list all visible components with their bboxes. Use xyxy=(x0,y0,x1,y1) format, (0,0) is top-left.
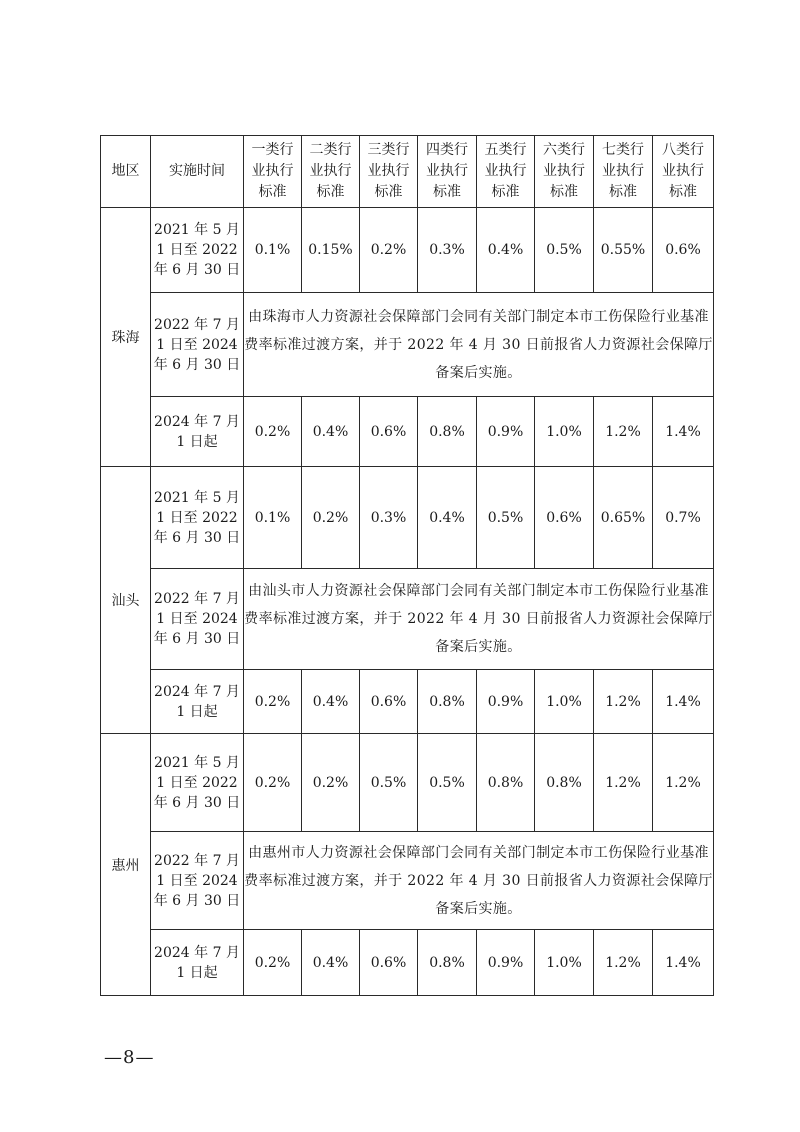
rate-cell: 1.2% xyxy=(594,397,653,467)
period-cell: 2024 年 7 月 1 日起 xyxy=(151,397,244,467)
rate-cell: 0.1% xyxy=(244,208,302,293)
rate-cell: 0.15% xyxy=(302,208,360,293)
rate-cell: 1.0% xyxy=(535,397,594,467)
table-row xyxy=(101,734,714,832)
rate-cell: 0.1% xyxy=(244,467,302,569)
header-region: 地区 xyxy=(101,136,151,208)
rate-cell: 1.0% xyxy=(535,930,594,996)
rate-cell: 1.2% xyxy=(653,734,714,832)
rate-cell: 0.8% xyxy=(477,734,535,832)
rate-cell: 0.9% xyxy=(477,397,535,467)
header-category-3: 三类行 业执行 标准 xyxy=(360,136,418,208)
header-category-2: 二类行 业执行 标准 xyxy=(302,136,360,208)
period-cell: 2021 年 5 月 1 日至 2022 年 6 月 30 日 xyxy=(151,208,244,293)
rate-table xyxy=(100,135,714,996)
rate-cell: 0.55% xyxy=(594,208,653,293)
header-category-6: 六类行 业执行 标准 xyxy=(535,136,594,208)
table-row xyxy=(101,930,714,996)
rate-cell: 0.9% xyxy=(477,930,535,996)
period-cell: 2022 年 7 月 1 日至 2024 年 6 月 30 日 xyxy=(151,569,244,670)
rate-cell: 0.2% xyxy=(244,734,302,832)
period-cell: 2022 年 7 月 1 日至 2024 年 6 月 30 日 xyxy=(151,293,244,397)
header-category-8: 八类行 业执行 标准 xyxy=(653,136,714,208)
rate-cell: 0.3% xyxy=(418,208,477,293)
rate-cell: 0.2% xyxy=(244,397,302,467)
rate-cell: 0.4% xyxy=(418,467,477,569)
table-row xyxy=(101,397,714,467)
rate-cell: 0.2% xyxy=(302,734,360,832)
rate-cell: 0.2% xyxy=(244,930,302,996)
header-category-5: 五类行 业执行 标准 xyxy=(477,136,535,208)
period-cell: 2024 年 7 月 1 日起 xyxy=(151,930,244,996)
rate-cell: 1.2% xyxy=(594,734,653,832)
rate-cell: 0.8% xyxy=(418,397,477,467)
rate-cell: 0.6% xyxy=(653,208,714,293)
rate-cell: 0.6% xyxy=(535,467,594,569)
page-number: —8— xyxy=(104,1047,155,1068)
rate-cell: 0.9% xyxy=(477,670,535,734)
table-row xyxy=(101,293,714,397)
rate-cell: 0.4% xyxy=(302,397,360,467)
note-cell: 由惠州市人力资源社会保障部门会同有关部门制定本市工伤保险行业基准费率标准过渡方案，并于 2022 年 4 月 30 日前报省人力资源社会保障厅备案后实施。 xyxy=(244,832,714,930)
header-category-1: 一类行 业执行 标准 xyxy=(244,136,302,208)
rate-cell: 0.65% xyxy=(594,467,653,569)
region-cell: 惠州 xyxy=(101,734,151,996)
rate-cell: 1.2% xyxy=(594,670,653,734)
header-category-7: 七类行 业执行 标准 xyxy=(594,136,653,208)
rate-cell: 0.8% xyxy=(418,670,477,734)
rate-cell: 1.4% xyxy=(653,930,714,996)
rate-cell: 1.4% xyxy=(653,397,714,467)
rate-cell: 0.6% xyxy=(360,930,418,996)
rate-cell: 0.5% xyxy=(535,208,594,293)
rate-cell: 0.6% xyxy=(360,670,418,734)
header-category-4: 四类行 业执行 标准 xyxy=(418,136,477,208)
table-row xyxy=(101,670,714,734)
rate-cell: 0.4% xyxy=(302,670,360,734)
rate-cell: 0.2% xyxy=(244,670,302,734)
rate-cell: 0.5% xyxy=(477,467,535,569)
rate-cell: 1.0% xyxy=(535,670,594,734)
period-cell: 2021 年 5 月 1 日至 2022 年 6 月 30 日 xyxy=(151,467,244,569)
rate-cell: 1.4% xyxy=(653,670,714,734)
table-row xyxy=(101,832,714,930)
rate-cell: 0.3% xyxy=(360,467,418,569)
table-row xyxy=(101,208,714,293)
rate-cell: 0.7% xyxy=(653,467,714,569)
table-row xyxy=(101,467,714,569)
rate-cell: 0.5% xyxy=(360,734,418,832)
period-cell: 2024 年 7 月 1 日起 xyxy=(151,670,244,734)
header-row xyxy=(101,136,714,208)
note-cell: 由汕头市人力资源社会保障部门会同有关部门制定本市工伤保险行业基准费率标准过渡方案，并于 2022 年 4 月 30 日前报省人力资源社会保障厅备案后实施。 xyxy=(244,569,714,670)
rate-cell: 0.4% xyxy=(477,208,535,293)
rate-cell: 0.2% xyxy=(360,208,418,293)
table-row xyxy=(101,569,714,670)
rate-cell: 0.8% xyxy=(535,734,594,832)
note-cell: 由珠海市人力资源社会保障部门会同有关部门制定本市工伤保险行业基准费率标准过渡方案，并于 2022 年 4 月 30 日前报省人力资源社会保障厅备案后实施。 xyxy=(244,293,714,397)
region-cell: 珠海 xyxy=(101,208,151,467)
rate-cell: 0.4% xyxy=(302,930,360,996)
period-cell: 2021 年 5 月 1 日至 2022 年 6 月 30 日 xyxy=(151,734,244,832)
rate-cell: 0.5% xyxy=(418,734,477,832)
rate-cell: 1.2% xyxy=(594,930,653,996)
period-cell: 2022 年 7 月 1 日至 2024 年 6 月 30 日 xyxy=(151,832,244,930)
rate-cell: 0.8% xyxy=(418,930,477,996)
region-cell: 汕头 xyxy=(101,467,151,734)
rate-cell: 0.6% xyxy=(360,397,418,467)
rate-cell: 0.2% xyxy=(302,467,360,569)
header-period: 实施时间 xyxy=(151,136,244,208)
